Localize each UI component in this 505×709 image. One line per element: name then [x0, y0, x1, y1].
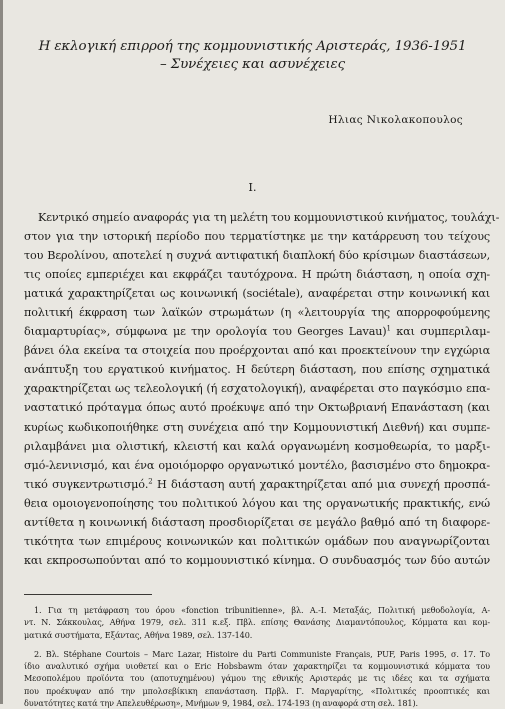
paragraph-line: αντίθετα η κοινωνική διάσταση προσδιορίζεται σε μεγάλο βαθμό από τη διαφορε- — [24, 515, 490, 529]
paragraph-line: ριλαμβάνει μια ολιστική, κλειστή και καλά οργανωμένη κοσμοθεωρία, το μαρξι- — [24, 439, 490, 453]
footnote-line: δυνατότητες κατά την Απελευθέρωση», Μνήμων 9, 1984, σελ. 174-193 (η αναφορά στη σελ. 181). — [24, 697, 419, 708]
line-text: και συμπεριλαμ- — [390, 325, 490, 339]
footnote-line: ίδιο αναλυτικό σχήμα υιοθετεί και ο Eric Hobsbawm όταν χαρακτηρίζει τα κομμουνιστικά κόμματα του — [24, 661, 490, 671]
footnotes — [24, 604, 490, 709]
paragraph-line: θεια ομοιογενοποίησης του πολιτικού λόγου και της οργανωτικής πρακτικής, ενώ — [24, 496, 490, 510]
paragraph-line: στον για την ιστορική περίοδο που τερματίστηκε με την κατάρρευση του τείχους — [24, 230, 490, 244]
title-line: – Συνέχειες και ασυνέχειες — [160, 56, 345, 72]
body-paragraph — [24, 208, 500, 570]
title-line: Η εκλογική επιρροή της κομμουνιστικής Αριστεράς, 1936-1951 — [38, 39, 467, 54]
line-text: τικό συγκεντρωτισμό. — [24, 477, 149, 491]
footnote-mark-2[interactable]: 2 — [148, 476, 153, 485]
paragraph-line: ναστατικό πρόταγμα όπως αυτό προέκυψε από την Οκτωβριανή Επανάσταση (και — [24, 401, 490, 415]
paragraph-line — [24, 322, 490, 341]
line-text: διαμαρτυρίας», σύμφωνα με την ορολογία του Georges Lavau) — [24, 325, 387, 339]
paragraph-line: ανάπτυξη του εργατικού κινήματος. Η δεύτερη διάσταση, που επίσης σχηματικά — [24, 363, 490, 377]
paragraph-line: τις οποίες εμπεριέχει και εκφράζει ταυτόχρονα. Η πρώτη διάσταση, η οποία σχη- — [24, 268, 490, 282]
footnote-mark-1[interactable]: 1 — [386, 324, 391, 333]
paragraph-line: του Βερολίνου, αποτελεί η συχνά αντιφατική διαπλοκή δύο κρίσιμων διαστάσεων, — [24, 249, 490, 263]
paragraph-line — [24, 475, 490, 494]
footnote-line: που προέκυψαν από την μπολσεβίκικη επανάσταση. Πρβλ. Γ. Μαργαρίτης, «Πολιτικές προοπτικές και — [24, 685, 490, 696]
line-text: Η διάσταση αυτή χαρακτηρίζεται από μια συνεχή προσπά- — [152, 477, 490, 491]
footnote-line: ντ. Ν. Σάκκουλας, Αθήνα 1979, σελ. 311 κ.εξ. Πβλ. επίσης Θανάσης Διαμαντόπουλος, Κόμματα και κομ- — [24, 617, 490, 628]
footnote-line: Μεσοπολέμου προϊόντα του (αποτυχημένου) γάμου της εθνικής Αριστεράς με τις ιδέες και τα σχήματα — [24, 673, 490, 684]
footnote-2 — [24, 648, 490, 709]
footnote-1 — [24, 604, 490, 641]
paragraph-line: κυρίως κωδικοποιήθηκε στη συνέχεια από την Κομμουνιστική Διεθνή) και συμπε- — [24, 420, 490, 434]
paragraph-line: και εκπροσωπούνται από το κομμουνιστικό κίνημα. Ο συνδυασμός των δύο αυτών — [24, 553, 490, 567]
paragraph-line: βάνει όλα εκείνα τα στοιχεία που προέρχονται από και προεκτείνουν την εγχώρια — [24, 344, 490, 358]
footnote-line: 1. Για τη μετάφραση του όρου «fonction tribunitienne», βλ. Α.-Ι. Μεταξάς, Πολιτική μεθοδολογία, Α- — [34, 605, 490, 615]
footnote-divider — [24, 594, 152, 595]
footnote-line: 2. Βλ. Stéphane Courtois – Marc Lazar, Histoire du Parti Communiste Français, PUF, Paris 1995, σ. 17. Το — [34, 648, 490, 659]
paragraph-line: ματικά χαρακτηρίζεται ως κοινωνική (sociétale), αναφέρεται στην κοινωνική και — [24, 287, 490, 301]
paragraph-line: πολιτική έκφραση των λαϊκών στρωμάτων (η «λειτουργία της απορροφούμενης — [24, 306, 490, 320]
paragraph-line: σμό-λενινισμό, και ένα ομοιόμορφο οργανωτικό μοντέλο, βασισμένο στο δημοκρα- — [24, 458, 490, 472]
article-title — [0, 38, 505, 73]
paragraph-line: Κεντρικό σημείο αναφοράς για τη μελέτη του κομμουνιστικού κινήματος, τουλάχι- — [38, 211, 500, 224]
paragraph-line: χαρακτηρίζεται ως τελεολογική (ή εσχατολογική), αναφέρεται στο παγκόσμιο επα- — [24, 382, 490, 396]
page-binding-edge — [0, 0, 3, 704]
author-name: Ηλιας Νικολακοπουλος — [328, 114, 463, 126]
paragraph-line: τικότητα των επιμέρους κοινωνικών και πολιτικών ομάδων που αναγνωρίζονται — [24, 534, 490, 548]
section-heading: I. — [248, 180, 257, 194]
footnote-line: ματικά συστήματα, Εξάντας, Αθήνα 1989, σελ. 137-140. — [24, 629, 253, 640]
